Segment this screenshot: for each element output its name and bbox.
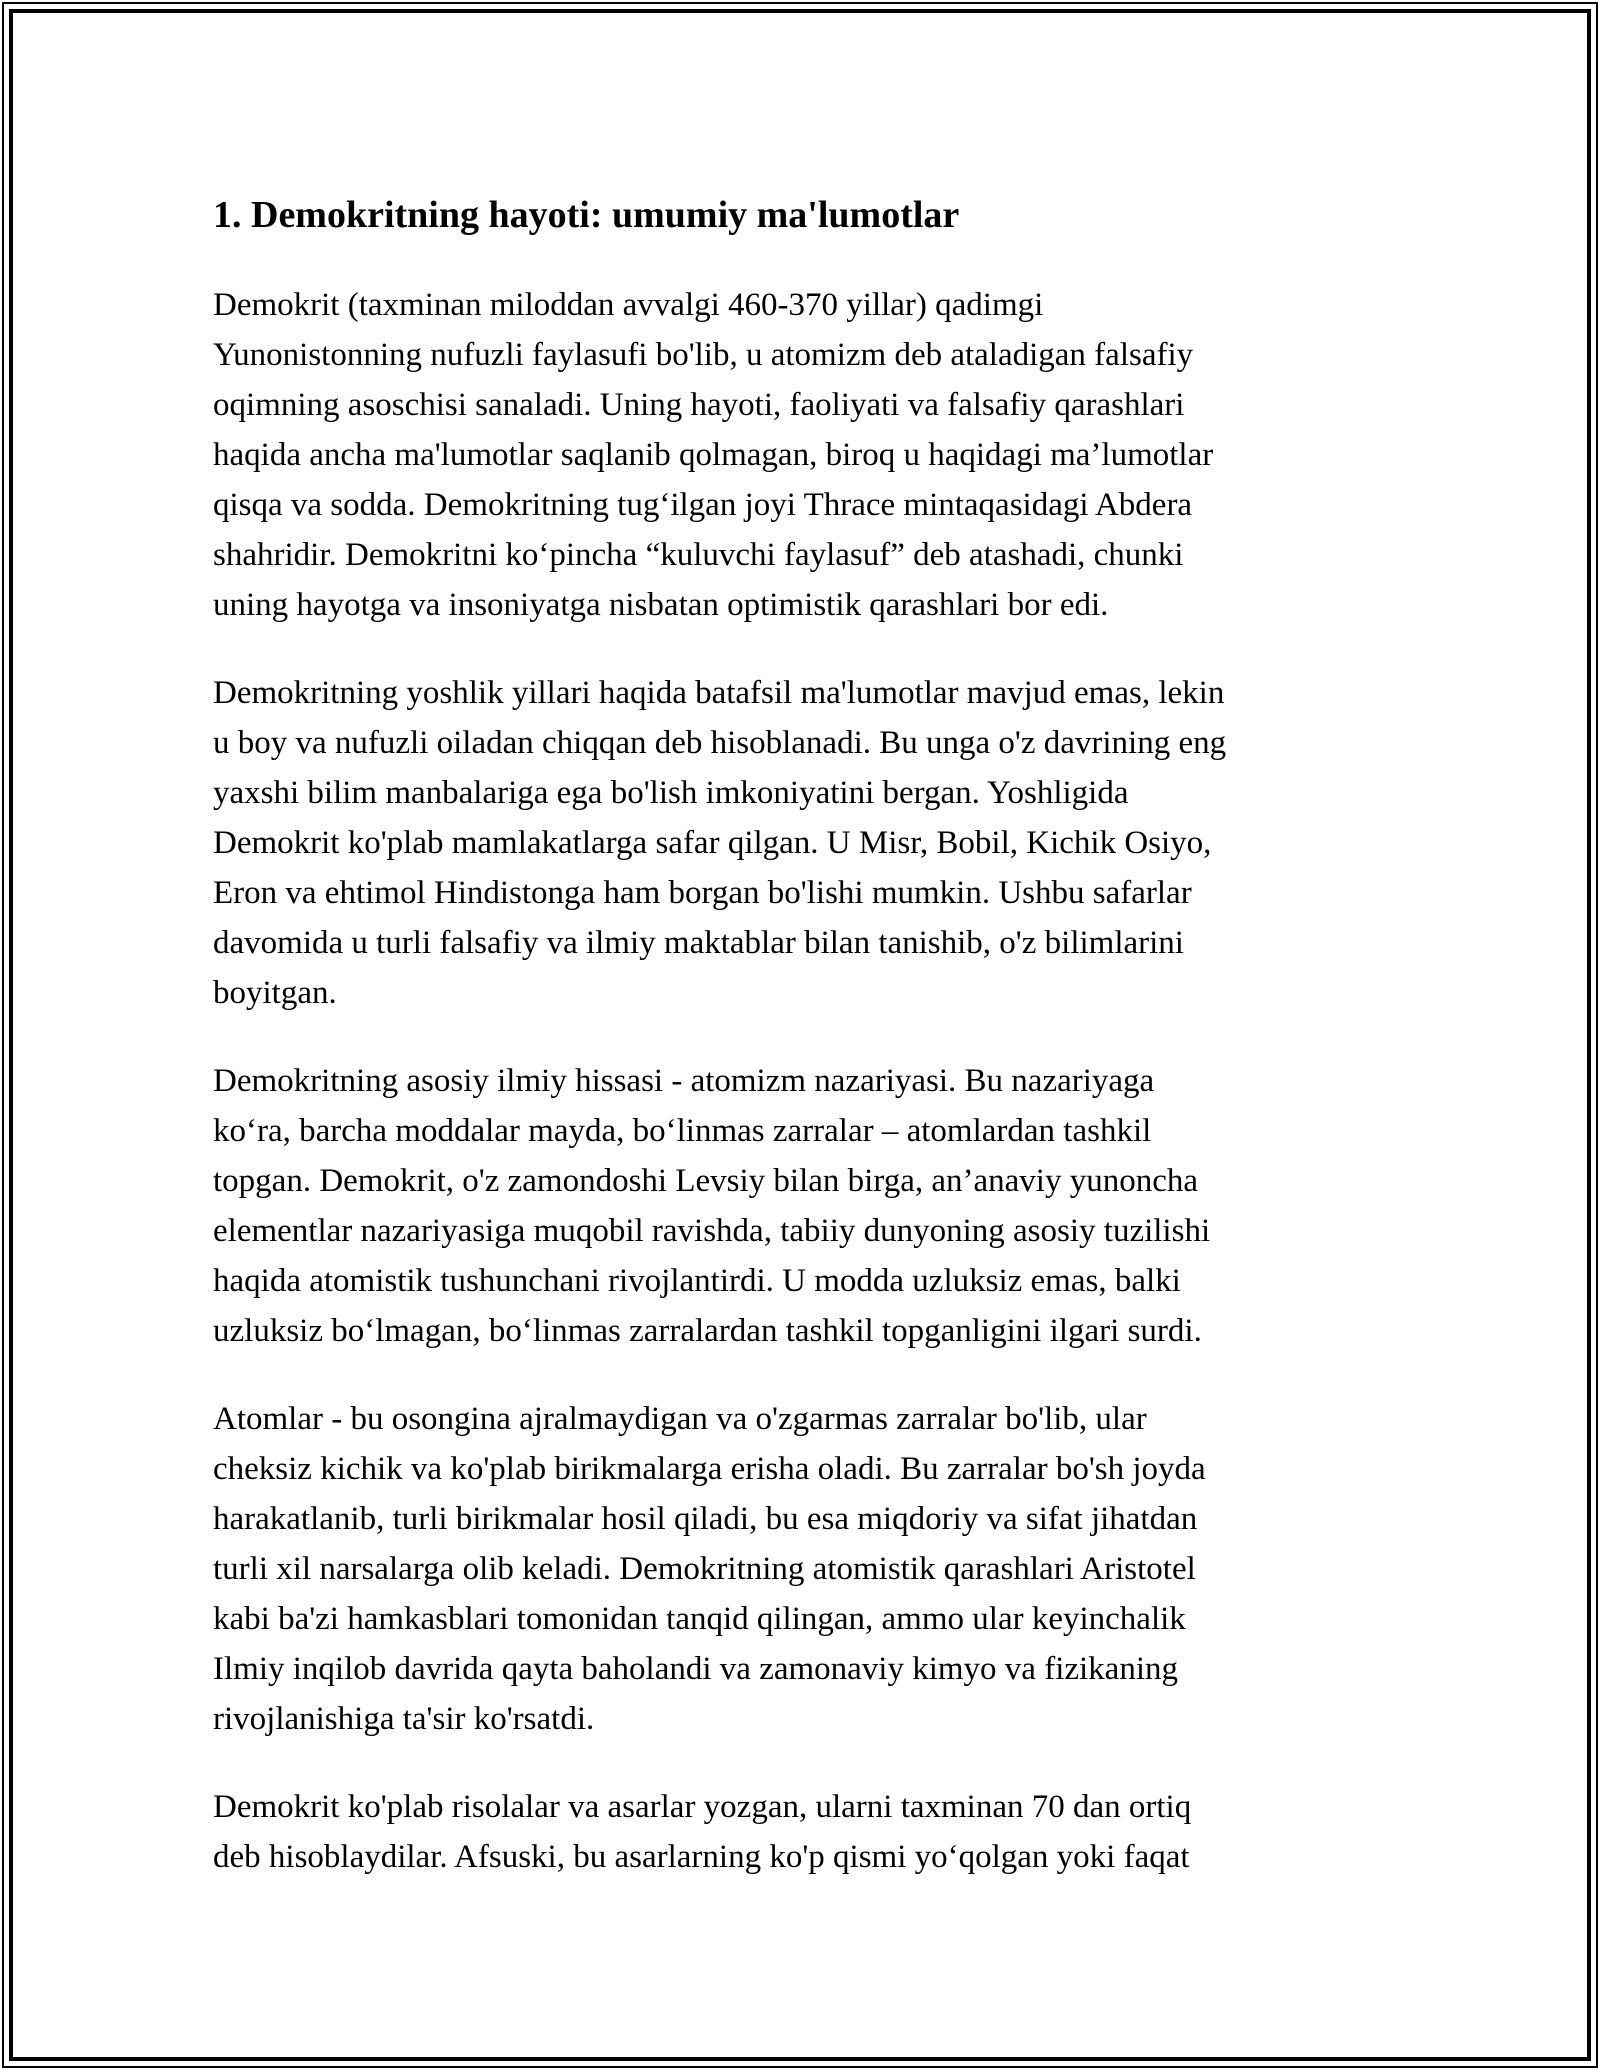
text-line: u boy va nufuzli oiladan chiqqan deb hisoblanadi. Bu unga o'z davrining eng <box>213 725 1227 761</box>
text-line: uning hayotga va insoniyatga nisbatan optimistik qarashlari bor edi. <box>213 587 1109 623</box>
text-line: Demokritning yoshlik yillari haqida batafsil ma'lumotlar mavjud emas, lekin <box>213 675 1225 711</box>
text-line: rivojlanishiga ta'sir ko'rsatdi. <box>213 1701 595 1737</box>
paragraph-4 <box>213 1394 1383 1744</box>
text-line: harakatlanib, turli birikmalar hosil qiladi, bu esa miqdoriy va sifat jihatdan <box>213 1501 1198 1537</box>
text-line: Yunonistonning nufuzli faylasufi bo'lib, u atomizm deb ataladigan falsafiy <box>213 337 1194 373</box>
text-line: uzluksiz bo‘lmagan, bo‘linmas zarralardan tashkil topganligini ilgari surdi. <box>213 1313 1202 1349</box>
text-line: elementlar nazariyasiga muqobil ravishda, tabiiy dunyoning asosiy tuzilishi <box>213 1213 1211 1249</box>
text-line: haqida atomistik tushunchani rivojlantirdi. U modda uzluksiz emas, balki <box>213 1263 1181 1299</box>
text-line: Ilmiy inqilob davrida qayta baholandi va zamonaviy kimyo va fizikaning <box>213 1651 1178 1687</box>
text-line: haqida ancha ma'lumotlar saqlanib qolmagan, biroq u haqidagi ma’lumotlar <box>213 437 1214 473</box>
text-line: ko‘ra, barcha moddalar mayda, bo‘linmas zarralar – atomlardan tashkil <box>213 1113 1152 1149</box>
page-content <box>213 192 1383 1920</box>
text-line: deb hisoblaydilar. Afsuski, bu asarlarning ko'p qismi yo‘qolgan yoki faqat <box>213 1839 1190 1875</box>
paragraph-2 <box>213 668 1383 1018</box>
paragraph-1 <box>213 280 1383 630</box>
text-line: cheksiz kichik va ko'plab birikmalarga erisha oladi. Bu zarralar bo'sh joyda <box>213 1451 1206 1487</box>
text-line: Demokritning asosiy ilmiy hissasi - atomizm nazariyasi. Bu nazariyaga <box>213 1063 1155 1099</box>
text-line: davomida u turli falsafiy va ilmiy maktablar bilan tanishib, o'z bilimlarini <box>213 925 1184 961</box>
text-line: qisqa va sodda. Demokritning tug‘ilgan joyi Thrace mintaqasidagi Abdera <box>213 487 1193 523</box>
text-line: oqimning asoschisi sanaladi. Uning hayoti, faoliyati va falsafiy qarashlari <box>213 387 1185 423</box>
paragraph-3 <box>213 1056 1383 1356</box>
paragraph-5 <box>213 1782 1383 1882</box>
text-line: Atomlar - bu osongina ajralmaydigan va o'zgarmas zarralar bo'lib, ular <box>213 1401 1147 1437</box>
text-line: topgan. Demokrit, o'z zamondoshi Levsiy bilan birga, an’anaviy yunoncha <box>213 1163 1199 1199</box>
text-line: Demokrit ko'plab risolalar va asarlar yozgan, ularni taxminan 70 dan ortiq <box>213 1789 1192 1825</box>
text-line: yaxshi bilim manbalariga ega bo'lish imkoniyatini bergan. Yoshligida <box>213 775 1129 811</box>
text-line: boyitgan. <box>213 975 337 1011</box>
section-heading: 1. Demokritning hayoti: umumiy ma'lumotlar <box>213 194 960 236</box>
text-line: turli xil narsalarga olib keladi. Demokritning atomistik qarashlari Aristotel <box>213 1551 1196 1587</box>
text-line: shahridir. Demokritni ko‘pincha “kuluvchi faylasuf” deb atashadi, chunki <box>213 537 1184 573</box>
text-line: Eron va ehtimol Hindistonga ham borgan bo'lishi mumkin. Ushbu safarlar <box>213 875 1192 911</box>
text-line: Demokrit ko'plab mamlakatlarga safar qilgan. U Misr, Bobil, Kichik Osiyo, <box>213 825 1212 861</box>
text-line: kabi ba'zi hamkasblari tomonidan tanqid qilingan, ammo ular keyinchalik <box>213 1601 1186 1637</box>
text-line: Demokrit (taxminan miloddan avvalgi 460-370 yillar) qadimgi <box>213 287 1044 323</box>
